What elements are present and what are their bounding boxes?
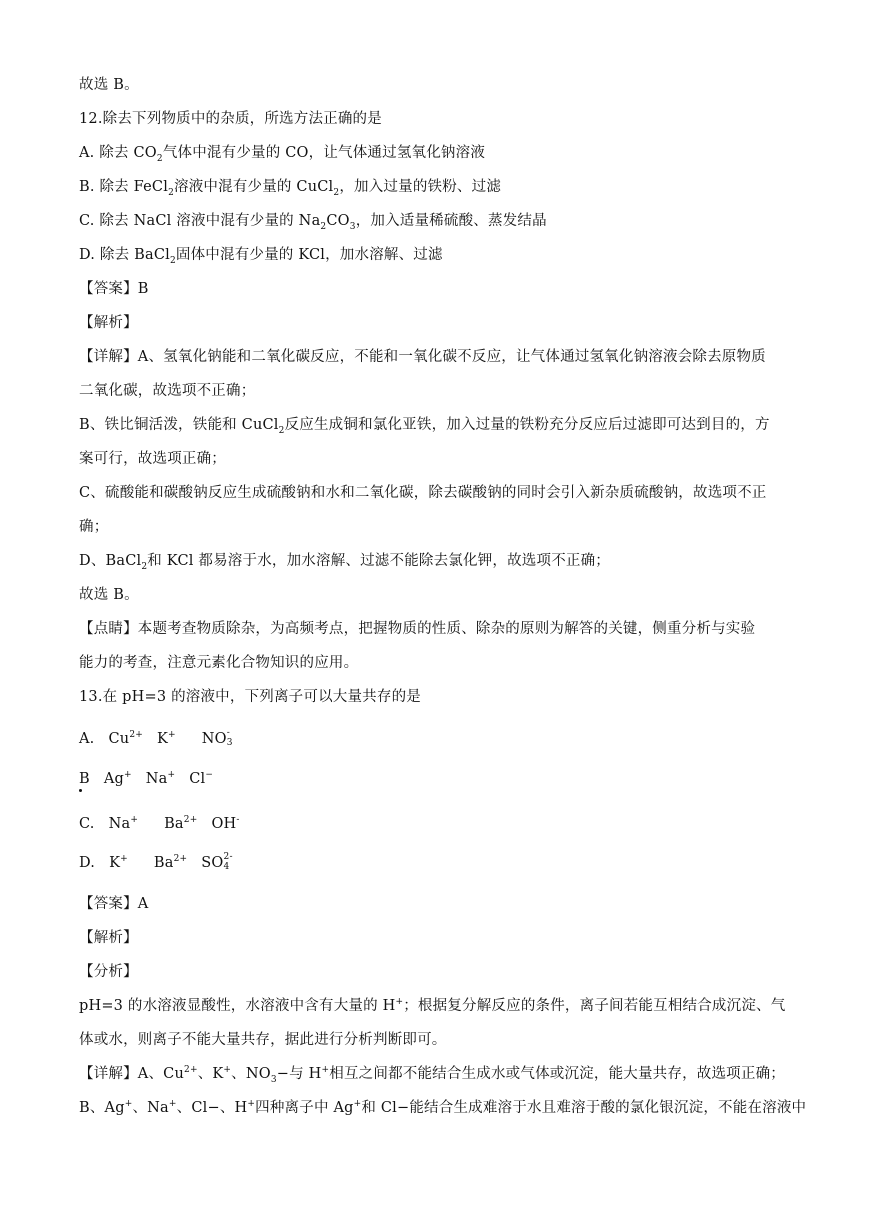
detail-12b-line1: B、铁比铜活泼，铁能和 CuCl$_2$反应生成铜和氯化亚铁，加入过量的铁粉充分反应后过滤即可达到目的，方 [79,417,770,436]
detail-13b: B、Ag+、Na+、Cl−、H+四种离子中 Ag+和 Cl−能结合生成难溶于水且难溶于酸的氯化银沉淀，不能在溶液中 [79,1099,807,1116]
detail-12a-line1: 【详解】A、氢氧化钠能和二氧化碳反应，不能和一氧化碳不反应，让气体通过氢氧化钠溶液会除去原物质 [79,349,766,365]
answer-13: 【答案】A [79,896,149,912]
analysis-13-line2: 体或水，则离子不能大量共存，据此进行分析判断即可。 [79,1032,447,1048]
dot-mark [79,789,82,792]
option-12b: B. 除去 FeCl$_2$溶液中混有少量的 CuCl$_2$，加入过量的铁粉、过滤 [79,179,502,198]
option-13c: C. Na+ $Ba^{2+}$ OH- [79,815,240,832]
question-13: 13.在 pH=3 的溶液中，下列离子可以大量共存的是 [79,689,421,705]
analysis-sub-heading-13: 【分析】 [79,964,138,980]
option-13b: B Ag+ Na+ Cl− [79,770,214,787]
highlight-line1: 【点睛】本题考查物质除杂，为高频考点，把握物质的性质、除杂的原则为解答的关键，侧重分析与实验 [79,621,756,637]
detail-13a: 【详解】A、$Cu^{2+}$、K+、$NO_3-$与 H+相互之间都不能结合生成水或气体或沉淀，能大量共存，故选项正确； [79,1065,785,1085]
option-13a: A. $Cu^{2+}$ K+ NO - 3 [79,728,233,748]
text-line: 故选 B。 [79,77,139,93]
text-line: 故选 B。 [79,587,139,603]
analysis-heading-13: 【解析】 [79,930,138,946]
option-13d: D. K+ $Ba^{2+}$ SO 2- 4 [79,852,233,872]
option-12d: D. 除去 BaCl$_2$固体中混有少量的 KCl，加水溶解、过滤 [79,247,443,266]
detail-12d: D、BaCl$_2$和 KCl 都易溶于水，加水溶解、过滤不能除去氯化钾，故选项不正确； [79,553,610,572]
option-12c: C. 除去 NaCl 溶液中混有少量的 $Na_2CO_3$，加入适量稀硫酸、蒸发结晶 [79,213,547,232]
analysis-13-line1: pH=3 的水溶液显酸性，水溶液中含有大量的 H+；根据复分解反应的条件，离子间若能互相结合成沉淀、气 [79,997,786,1014]
option-12a: A. 除去 $CO_2$气体中混有少量的 CO，让气体通过氢氧化钠溶液 [79,145,486,164]
analysis-heading-12: 【解析】 [79,315,138,331]
detail-12a-line2: 二氧化碳，故选项不正确； [79,383,256,399]
question-12: 12.除去下列物质中的杂质，所选方法正确的是 [79,111,382,127]
detail-12c-line1: C、硫酸能和碳酸钠反应生成硫酸钠和水和二氧化碳，除去碳酸钠的同时会引入新杂质硫酸钠，故选项不正 [79,485,767,501]
highlight-line2: 能力的考查，注意元素化合物知识的应用。 [79,655,359,671]
detail-12b-line2: 案可行，故选项正确； [79,451,226,467]
detail-12c-line2: 确； [79,519,109,535]
answer-12: 【答案】B [79,281,149,297]
